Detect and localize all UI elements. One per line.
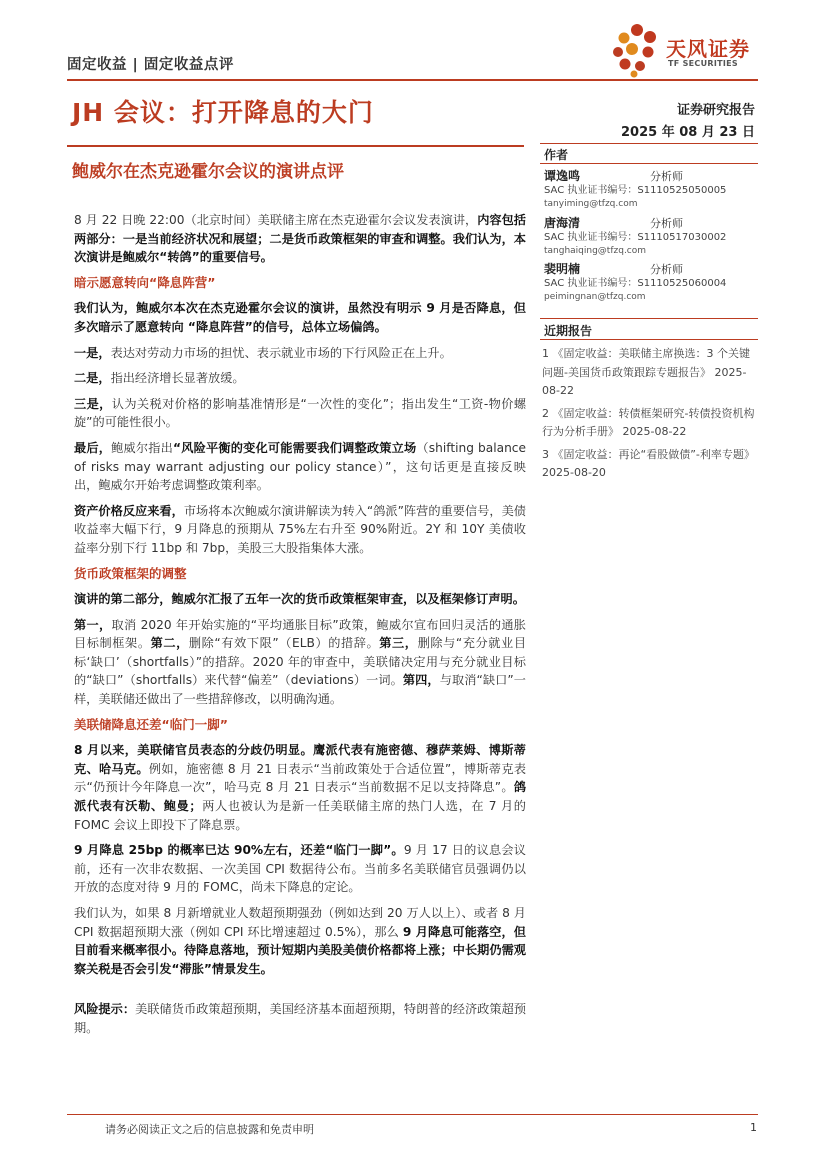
authors-heading: 作者 [544, 148, 569, 162]
author-email[interactable]: tanghaiqing@tfzq.com [544, 246, 647, 256]
recent-reports-list [542, 345, 760, 487]
body-paragraph: 一是，表达对劳动力市场的担忧、表示就业市场的下行风险正在上升。 [74, 345, 452, 360]
page-subtitle: 鲍威尔在杰克逊霍尔会议的演讲点评 [72, 162, 344, 182]
report-date: 2025 年 08 月 23 日 [621, 125, 755, 140]
body-paragraph: 资产价格反应来看，市场将本次鲍威尔演讲解读为转入“鸽派”阵营的重要信号，美债收益率大幅下行，9 月降息的预期从 75%左右升至 90%附近。2Y 和 10Y 美债收益率分别下行 11bp 和 7bp，美股三大股指集体大涨。 [74, 503, 526, 555]
section-heading: 货币政策框架的调整 [74, 565, 187, 581]
recent-report-item[interactable]: 2 《固定收益：转债框架研究-转债投资机构行为分析手册》 2025-08-22 [542, 406, 755, 438]
intro-paragraph: 8 月 22 日晚 22:00（北京时间）美联储主席在杰克逊霍尔会议发表演讲，内容包括两部分：一是当前经济状况和展望；二是货币政策框架的审查和调整。我们认为，本次演讲是鲍威尔“转鸽”的重要信号。 [74, 213, 526, 265]
body-paragraph: 我们认为，鲍威尔本次在杰克逊霍尔会议的演讲，虽然没有明示 9 月是否降息，但多次暗示了愿意转向 “降息阵营”的信号，总体立场偏鸽。 [74, 301, 526, 334]
author-card [544, 167, 758, 211]
recent-divider [540, 339, 758, 340]
title-divider [67, 145, 524, 147]
author-name: 唐海清 [544, 216, 581, 230]
body-paragraph: 演讲的第二部分，鲍威尔汇报了五年一次的货币政策框架审查，以及框架修订声明。 [74, 592, 525, 607]
section-heading: 美联储降息还差“临门一脚” [74, 716, 228, 732]
author-sac: SAC 执业证书编号：S1110525050005 [544, 185, 727, 196]
tf-logo-icon [610, 22, 664, 78]
body-paragraph: 最后，鲍威尔指出“风险平衡的变化可能需要我们调整政策立场（shifting balance of risks may warrant adjusting our policy stance）”，这句话更是直接反映出，鲍威尔开始考虑调整政策利率。 [74, 440, 526, 493]
risk-paragraph: 风险提示：美联储货币政策超预期，美国经济基本面超预期，特朗普的经济政策超预期。 [74, 1002, 527, 1035]
report-category: 固定收益 | 固定收益点评 [67, 57, 234, 73]
author-card [544, 260, 758, 304]
author-name: 谭逸鸣 [544, 169, 581, 183]
author-role: 分析师 [650, 217, 683, 230]
recent-heading: 近期报告 [544, 324, 593, 338]
section-heading: 暗示愿意转向“降息阵营” [74, 274, 216, 290]
body-paragraph: 三是，认为关税对价格的影响基准情形是“一次性的变化”；指出发生“工资-物价螺旋”的可能性很小。 [74, 396, 527, 430]
page-number: 1 [750, 1121, 757, 1134]
authors-divider [540, 163, 758, 164]
recent-report-item[interactable]: 1 《固定收益：美联储主席换选：3 个关键问题-美国货币政策跟踪专题报告》 2025-08-22 [542, 347, 750, 397]
author-sac: SAC 执业证书编号：S1110517030002 [544, 232, 727, 243]
recent-report-item[interactable]: 3 《固定收益：再论“看股做债”-利率专题》 2025-08-20 [542, 447, 755, 479]
body-paragraph: 我们认为，如果 8 月新增就业人数超预期强劲（例如达到 20 万人以上）、或者 8 月 CPI 数据超预期大涨（例如 CPI 环比增速超过 0.5%），那么 9 月降息可能落空，但目前看来概率很小。待降息落地，预计短期内美股美债价格都将上涨；中长期仍需观察关税是否会引发“滞胀”情景发生。 [74, 906, 526, 976]
logo-name: 天风证券 [666, 37, 750, 61]
body-paragraph: 9 月降息 25bp 的概率已达 90%左右，还差“临门一脚”。9 月 17 日的议息会议前，还有一次非农数据、一次美国 CPI 数据待公布。当前多名美联储官员强调仍以开放的态度对待 9 月的 FOMC，尚未下降息的定论。 [74, 843, 526, 895]
author-name: 裴明楠 [544, 262, 581, 276]
body-paragraph: 第一，取消 2020 年开始实施的“平均通胀目标”政策，鲍威尔宣布回归灵活的通胀目标制框架。第二，删除“有效下限”（ELB）的措辞。第三，删除与“充分就业目标‘缺口’（shortfalls）”的措辞。2020 年的审查中，美联储决定用与充分就业目标的“缺口”（shortfalls）来代替“偏差”（deviations）一词。第四，与取消“缺口”一样，美联储还做出了一些措辞修改，以明确沟通。 [74, 617, 527, 707]
report-type: 证券研究报告 [676, 103, 755, 118]
footer-divider [67, 1114, 758, 1115]
report-body [74, 211, 526, 1045]
footer-disclaimer: 请务必阅读正文之后的信息披露和免责申明 [105, 1123, 314, 1136]
author-role: 分析师 [650, 170, 683, 183]
body-paragraph: 二是，指出经济增长显著放缓。 [74, 371, 245, 386]
page-title: JH 会议：打开降息的大门 [72, 98, 374, 127]
recent-top-divider [540, 318, 758, 319]
author-email[interactable]: tanyiming@tfzq.com [544, 199, 638, 209]
body-paragraph: 8 月以来，美联储官员表态的分歧仍明显。鹰派代表有施密德、穆萨莱姆、博斯蒂克、哈马克。例如，施密德 8 月 21 日表示“当前政策处于合适位置”，博斯蒂克表示“仍预计今年降息一次”，哈马克 8 月 21 日表示“当前数据不足以支持降息”。鸽派代表有沃勒、鲍曼；两人也被认为是新一任美联储主席的热门人选，在 7 月的 FOMC 会议上即投下了降息票。 [74, 743, 527, 832]
header-divider [67, 79, 758, 81]
logo-subtitle: TF SECURITIES [668, 59, 738, 68]
author-card [544, 214, 758, 258]
author-role: 分析师 [650, 263, 683, 276]
authors-top-divider [540, 143, 758, 144]
author-email[interactable]: peimingnan@tfzq.com [544, 292, 646, 302]
author-sac: SAC 执业证书编号：S1110525060004 [544, 278, 727, 289]
